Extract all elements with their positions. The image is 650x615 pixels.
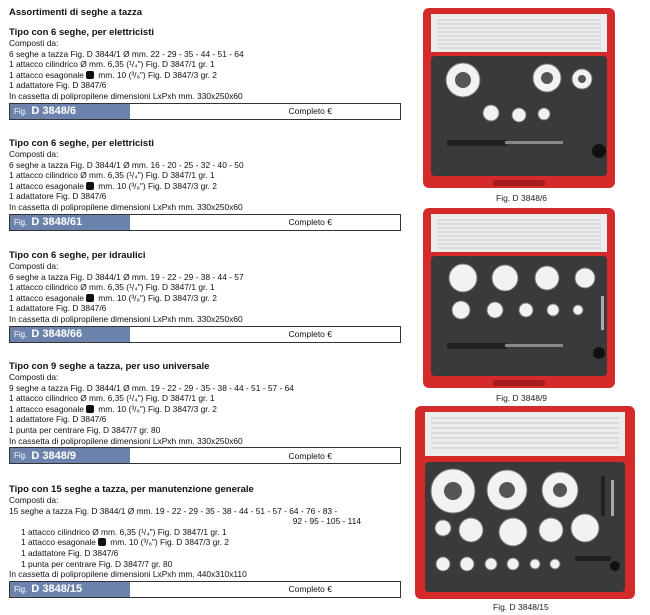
detail-line: In cassetta di polipropilene dimensioni LxPxh mm. 330x250x60 xyxy=(9,90,243,101)
detail-line: 1 attacco cilindrico Ø mm. 6,35 (¹/₄") Fig. D 3847/1 gr. 1 xyxy=(9,393,215,404)
product-title: Tipo con 6 seghe, per idraulici xyxy=(9,250,146,261)
complete-price-label: Completo € xyxy=(288,450,332,461)
product-title: Tipo con 9 seghe a tazza, per uso universale xyxy=(9,361,210,372)
hexagon-icon xyxy=(98,538,106,546)
product-code: Fig. D 3848/9 xyxy=(10,448,130,463)
detail-line: 1 attacco esagonale mm. 10 (³/₈") Fig. D 3847/3 gr. 2 xyxy=(9,403,217,414)
product-code: Fig. D 3848/61 xyxy=(10,215,130,230)
detail-line: 1 attacco esagonale mm. 10 (³/₈") Fig. D 3847/3 gr. 2 xyxy=(21,537,229,548)
hexagon-icon xyxy=(86,294,94,302)
case-photo-15-saws xyxy=(415,406,635,599)
detail-line: 1 adattatore Fig. D 3847/6 xyxy=(9,414,107,425)
detail-line: 1 attacco cilindrico Ø mm. 6,35 (¹/₄") Fig. D 3847/1 gr. 1 xyxy=(9,170,215,181)
detail-line: 1 attacco esagonale mm. 10 (³/₈") Fig. D 3847/3 gr. 2 xyxy=(9,292,217,303)
product-d3848-6 xyxy=(9,27,401,120)
detail-line: 1 attacco cilindrico Ø mm. 6,35 (¹/₄") Fig. D 3847/1 gr. 1 xyxy=(9,282,215,293)
detail-line: In cassetta di polipropilene dimensioni LxPxh mm. 330x250x60 xyxy=(9,201,243,212)
order-code-bar xyxy=(9,214,401,231)
composition-label: Composti da: xyxy=(9,38,59,48)
product-d3848-15 xyxy=(9,484,401,598)
composition-label: Composti da: xyxy=(9,495,59,505)
detail-line: 1 punta per centrare Fig. D 3847/7 gr. 80 xyxy=(21,558,173,569)
complete-price-label: Completo € xyxy=(288,584,332,595)
product-title: Tipo con 6 seghe, per elettricisti xyxy=(9,138,155,149)
detail-line: In cassetta di polipropilene dimensioni LxPxh mm. 330x250x60 xyxy=(9,435,243,446)
page-title: Assortimenti di seghe a tazza xyxy=(9,7,143,18)
detail-line: 1 adattatore Fig. D 3847/6 xyxy=(21,547,119,558)
detail-line: In cassetta di polipropilene dimensioni LxPxh mm. 440x310x110 xyxy=(9,569,247,580)
product-title: Tipo con 6 seghe, per elettricisti xyxy=(9,27,155,38)
figure-caption: Fig. D 3848/15 xyxy=(493,602,549,612)
detail-line: 6 seghe a tazza Fig. D 3844/1 Ø mm. 16 - 20 - 25 - 32 - 40 - 50 xyxy=(9,159,244,170)
composition-label: Composti da: xyxy=(9,372,59,382)
hexagon-icon xyxy=(86,182,94,190)
detail-line: 1 punta per centrare Fig. D 3847/7 gr. 80 xyxy=(9,424,161,435)
case-photo-6-saws xyxy=(423,8,615,188)
figure-caption: Fig. D 3848/6 xyxy=(496,193,548,203)
product-d3848-61 xyxy=(9,138,401,231)
detail-line: 15 seghe a tazza Fig. D 3844/1 Ø mm. 19 - 22 - 29 - 35 - 38 - 44 - 51 - 57 - 64 - 76 - 83 - xyxy=(9,505,338,516)
product-code: Fig. D 3848/6 xyxy=(10,104,130,119)
product-title: Tipo con 15 seghe a tazza, per manutenzione generale xyxy=(9,484,254,495)
detail-line: 1 attacco esagonale mm. 10 (³/₈") Fig. D 3847/3 gr. 2 xyxy=(9,69,217,80)
product-d3848-66 xyxy=(9,250,401,343)
detail-line: 9 seghe a tazza Fig. D 3844/1 Ø mm. 19 - 22 - 29 - 35 - 38 - 44 - 51 - 57 - 64 xyxy=(9,382,294,393)
hexagon-icon xyxy=(86,71,94,79)
order-code-bar xyxy=(9,581,401,598)
product-code: Fig. D 3848/66 xyxy=(10,327,130,342)
order-code-bar xyxy=(9,326,401,343)
detail-line: 1 attacco cilindrico Ø mm. 6,35 (¹/₄") Fig. D 3847/1 gr. 1 xyxy=(21,526,227,537)
complete-price-label: Completo € xyxy=(288,106,332,117)
detail-line: 1 adattatore Fig. D 3847/6 xyxy=(9,303,107,314)
composition-label: Composti da: xyxy=(9,149,59,159)
detail-line: 1 attacco cilindrico Ø mm. 6,35 (¹/₄") Fig. D 3847/1 gr. 1 xyxy=(9,59,215,70)
product-code: Fig. D 3848/15 xyxy=(10,582,130,597)
detail-line: 1 adattatore Fig. D 3847/6 xyxy=(9,191,107,202)
detail-line: 1 attacco esagonale mm. 10 (³/₈") Fig. D 3847/3 gr. 2 xyxy=(9,180,217,191)
hexagon-icon xyxy=(86,405,94,413)
complete-price-label: Completo € xyxy=(288,217,332,228)
figure-caption: Fig. D 3848/9 xyxy=(496,393,548,403)
detail-line: 92 - 95 - 105 - 114 xyxy=(292,516,361,527)
composition-label: Composti da: xyxy=(9,261,59,271)
product-d3848-9 xyxy=(9,361,401,464)
detail-line: 6 seghe a tazza Fig. D 3844/1 Ø mm. 19 - 22 - 29 - 38 - 44 - 57 xyxy=(9,271,244,282)
detail-line: In cassetta di polipropilene dimensioni LxPxh mm. 330x250x60 xyxy=(9,313,243,324)
detail-line: 6 seghe a tazza Fig. D 3844/1 Ø mm. 22 - 29 - 35 - 44 - 51 - 64 xyxy=(9,48,244,59)
detail-line: 1 adattatore Fig. D 3847/6 xyxy=(9,80,107,91)
order-code-bar xyxy=(9,103,401,120)
case-photo-9-saws xyxy=(423,208,615,388)
order-code-bar xyxy=(9,447,401,464)
complete-price-label: Completo € xyxy=(288,329,332,340)
